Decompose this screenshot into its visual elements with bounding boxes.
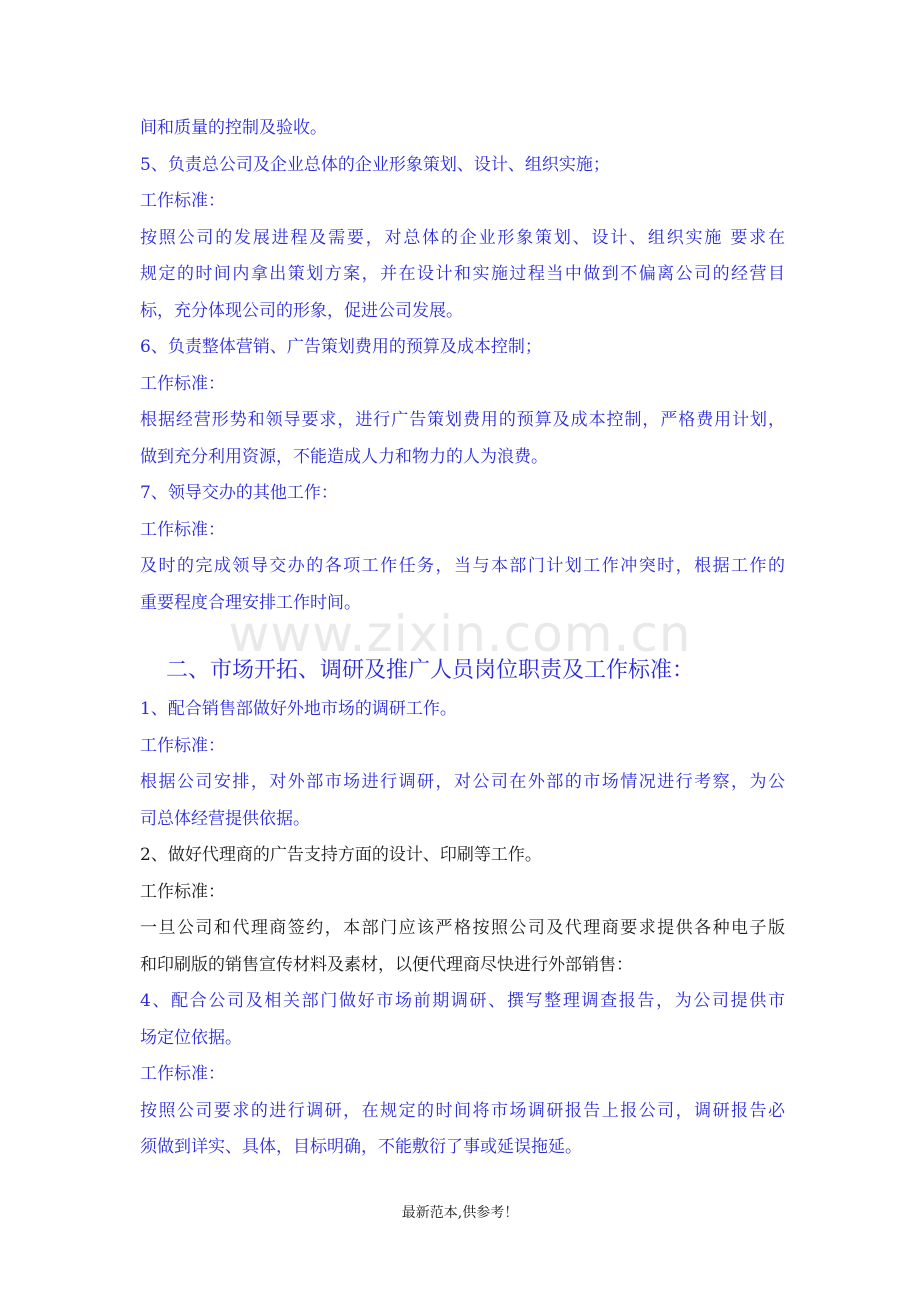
text-line: 须做到详实、具体，目标明确，不能敷衍了事或延误拖延。: [140, 1137, 582, 1157]
text-line: 6、负责整体营销、广告策划费用的预算及成本控制；: [140, 337, 542, 357]
text-line: 4、配合公司及相关部门做好市场前期调研、撰写整理调查报告，为公司提供市: [140, 991, 785, 1011]
section-one-continuation: [140, 110, 785, 621]
text-line: 工作标准：: [140, 191, 225, 211]
text-line: 及时的完成领导交办的各项工作任务，当与本部门计划工作冲突时，根据工作的: [140, 556, 785, 576]
text-line: 做到充分利用资源，不能造成人力和物力的人为浪费。: [140, 446, 548, 467]
text-line: 重要程度合理安排工作时间。: [140, 592, 361, 613]
section-heading: 二、市场开拓、调研及推广人员岗位职责及工作标准：: [166, 658, 695, 683]
text-line: 5、负责总公司及企业总体的企业形象策划、设计、组织实施；: [140, 154, 610, 175]
text-line: 1、配合销售部做好外地市场的调研工作。: [140, 699, 457, 719]
text-line: 工作标准：: [140, 1064, 225, 1084]
page-footer: 最新范本,供参考！: [401, 1205, 519, 1221]
text-line: 7、领导交办的其他工作：: [140, 483, 338, 503]
text-line: 司总体经营提供依据。: [140, 808, 310, 829]
text-line: 工作标准：: [140, 735, 225, 756]
text-line: 标，充分体现公司的形象，促进公司发展。: [140, 300, 463, 321]
text-line: 间和质量的控制及验收。: [140, 118, 327, 138]
text-line: 工作标准：: [140, 373, 225, 394]
text-line: 根据经营形势和领导要求，进行广告策划费用的预算及成本控制，严格费用计划，: [140, 410, 785, 430]
section-two-body: [140, 691, 785, 1166]
text-line: 按照公司的发展进程及需要，对总体的企业形象策划、设计、组织实施 要求在: [140, 227, 785, 248]
text-line: 工作标准：: [140, 881, 225, 902]
text-line: 一旦公司和代理商签约，本部门应该严格按照公司及代理商要求提供各种电子版: [140, 918, 785, 938]
text-line: 场定位依据。: [140, 1027, 242, 1048]
watermark-text: www.zixin.com.cn: [228, 605, 692, 663]
text-line: 按照公司要求的进行调研，在规定的时间将市场调研报告上报公司，调研报告必: [140, 1100, 785, 1121]
text-line: 根据公司安排，对外部市场进行调研，对公司在外部的市场情况进行考察，为公: [140, 772, 785, 792]
text-line: 2、做好代理商的广告支持方面的设计、印刷等工作。: [140, 845, 542, 865]
text-line: 规定的时间内拿出策划方案，并在设计和实施过程当中做到不偏离公司的经营目: [140, 264, 785, 284]
text-line: 工作标准：: [140, 519, 225, 540]
text-line: 和印刷版的销售宣传材料及素材，以便代理商尽快进行外部销售：: [140, 954, 633, 975]
document-body: [140, 110, 785, 1166]
